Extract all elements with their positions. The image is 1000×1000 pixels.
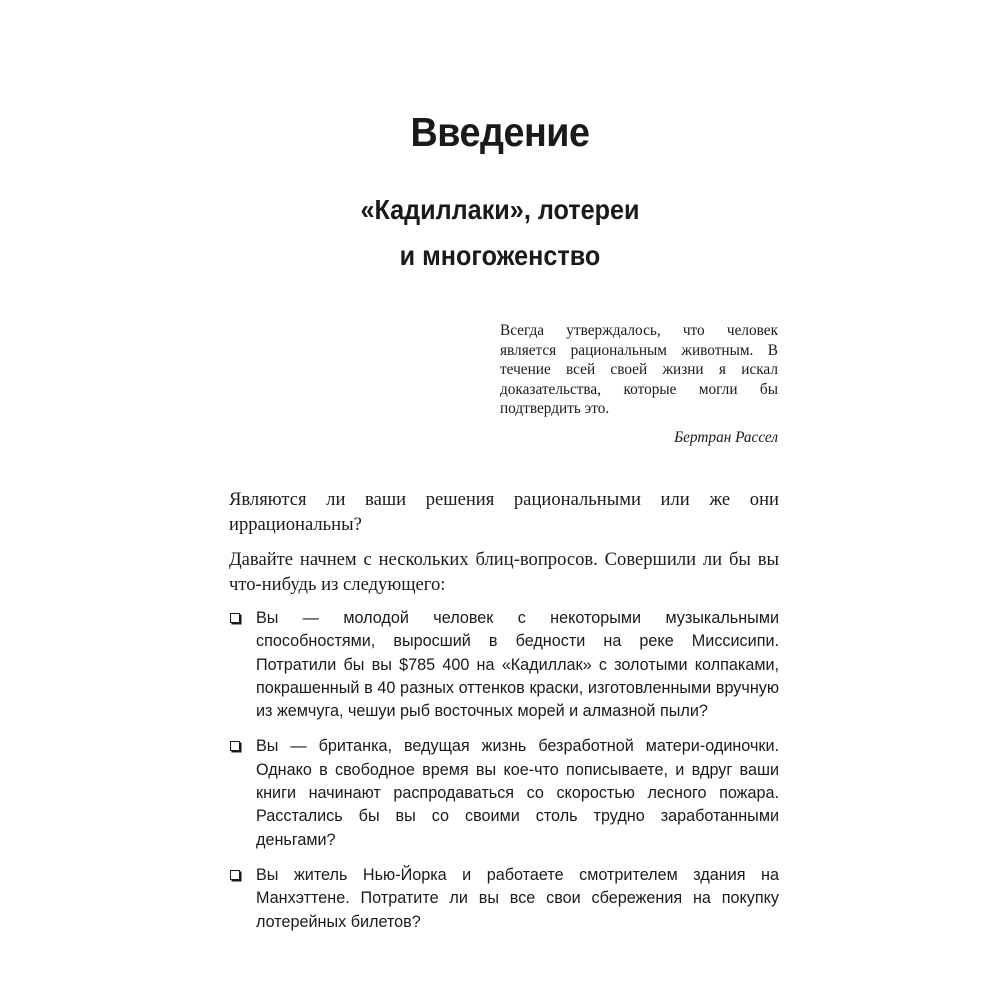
scenario-item [229, 607, 779, 723]
checkbox-icon[interactable] [230, 870, 240, 880]
epigraph-text: Всегда утверждалось, что человек является рациональным животным. В течение всей своей жизни я искал доказательства, которые могли бы подтвердить это. [500, 322, 778, 417]
epigraph [500, 321, 778, 447]
chapter-subtitle [50, 187, 950, 279]
scenario-item [229, 735, 779, 851]
intro-question: Являются ли ваши решения рациональными или же они иррациональны? [229, 489, 779, 535]
scenario-item [229, 864, 779, 934]
scenario-text: Вы житель Нью-Йорка и работаете смотрителем здания на Манхэттене. Потратите ли вы все свои сбережения на покупку лотерейных билетов? [256, 865, 779, 931]
scenario-text: Вы — британка, ведущая жизнь безработной матери-одиночки. Однако в свободное время вы кое-что пописываете, и вдруг ваши книги начинают распродаваться со скоростью лесного пожара. Расстались бы вы со своими столь трудно заработанными деньгами? [256, 737, 779, 849]
chapter-subtitle-line-1: «Кадиллаки», лотереи [360, 194, 640, 225]
epigraph-author: Бертран Рассел [674, 428, 778, 446]
scenario-text: Вы — молодой человек с некоторыми музыкальными способностями, выросший в бедности на реке Миссисипи. Потратили бы вы $785 400 на «Кадиллак» с золотыми колпаками, покрашенный в 40 разных оттенков краски, изготовленными вручную из жемчуга, чешуи рыб восточных морей и алмазной пыли? [256, 609, 779, 721]
intro-prompt: Давайте начнем с нескольких блиц-вопросов. Совершили ли бы вы что-нибудь из следующего: [229, 549, 779, 595]
chapter-subtitle-line-2: и многоженство [399, 240, 601, 271]
chapter-title: Введение [410, 109, 590, 155]
checkbox-icon[interactable] [230, 741, 240, 751]
question-section [229, 487, 779, 946]
checkbox-icon[interactable] [230, 613, 240, 623]
